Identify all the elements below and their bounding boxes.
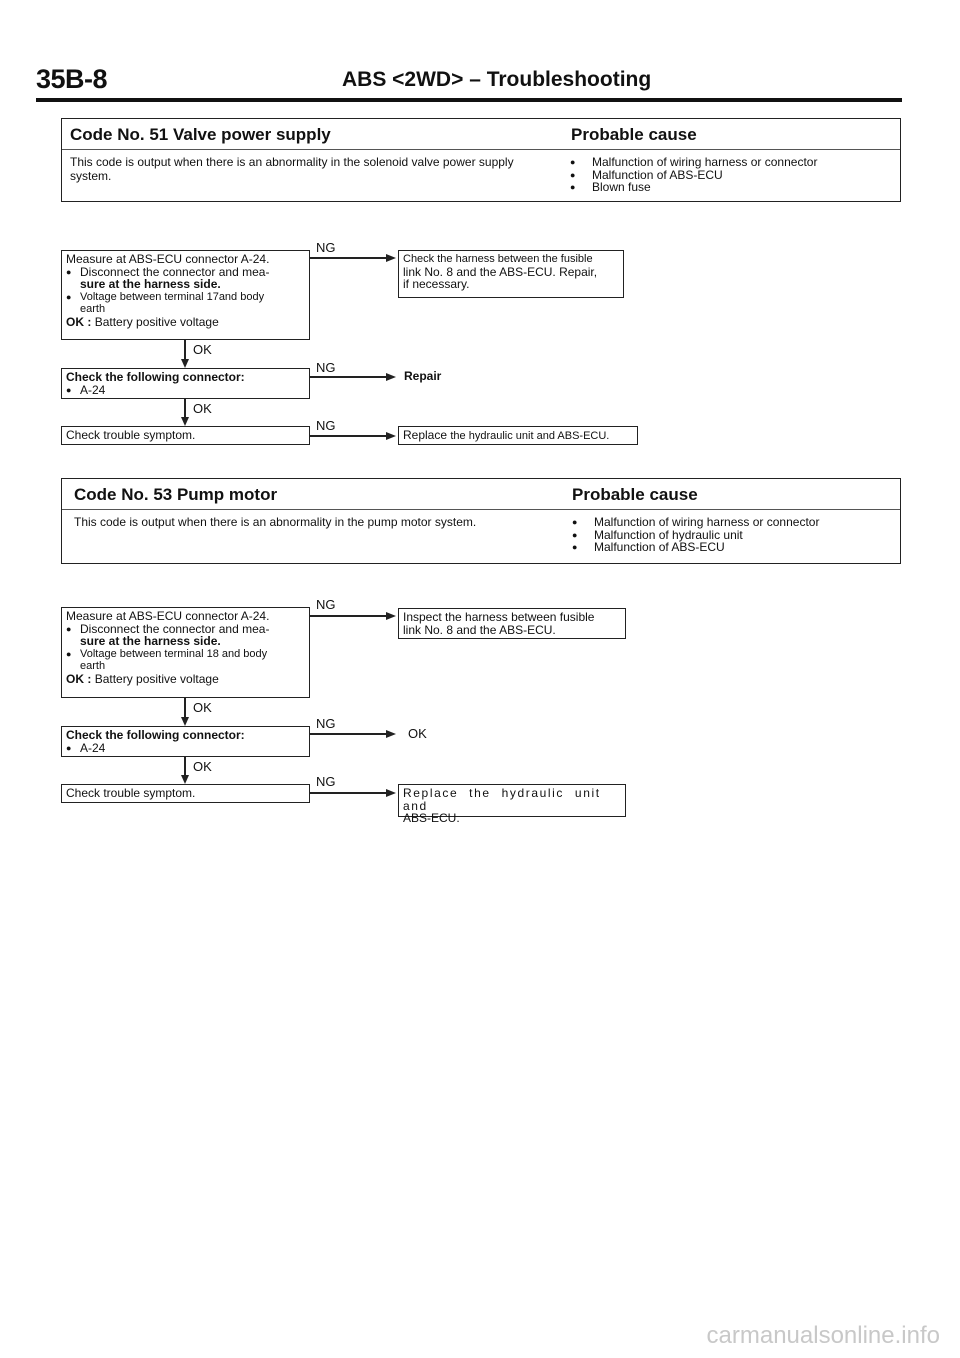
step3-title: Check trouble symptom. <box>66 786 196 800</box>
code53-step3-box <box>61 784 310 803</box>
bullet-icon: ● <box>66 291 72 302</box>
step1-bullet2: ● Voltage between terminal 18 and body <box>66 647 268 660</box>
code53-box <box>61 478 901 564</box>
ng-connector <box>310 257 388 259</box>
code53-ng3-result-box <box>398 784 626 825</box>
bullet-icon: ● <box>66 266 72 277</box>
ng-label: NG <box>316 240 336 255</box>
code51-step3-box <box>61 426 310 445</box>
bullet-icon: ● <box>66 384 72 395</box>
code51-ng1-result-box <box>398 250 624 298</box>
ng3-result: Replace the hydraulic unit and ABS-ECU. <box>403 428 610 442</box>
ok-connector <box>184 399 186 418</box>
code53-description: This code is output when there is an abnormality in the pump motor system. <box>74 515 477 529</box>
arrow-down-icon <box>181 775 189 784</box>
step1-bullet2-cont: earth <box>80 303 106 315</box>
step2-title: Check the following connector: <box>66 728 245 742</box>
list-item: ● Malfunction of wiring harness or connector <box>572 516 819 529</box>
arrow-right-icon <box>386 432 396 440</box>
ok-label: OK <box>193 342 212 357</box>
ng1-result-line2: link No. 8 and the ABS-ECU. Repair, <box>403 264 598 279</box>
ng-label: NG <box>316 774 336 789</box>
section-number: 35B-8 <box>36 64 108 94</box>
code51-desc-line2: system. <box>70 169 112 183</box>
step2-title: Check the following connector: <box>66 370 245 384</box>
code51-step2-box <box>61 368 310 399</box>
ng-label: NG <box>316 360 336 375</box>
list-item: ● Malfunction of ABS-ECU <box>572 541 819 554</box>
code51-desc-line1: This code is output when there is an abnormality in the solenoid valve power supply <box>70 155 514 169</box>
ok-connector <box>184 340 186 360</box>
arrow-down-icon <box>181 717 189 726</box>
code51-cause-list <box>570 156 817 194</box>
code53-divider <box>62 509 900 510</box>
bullet-icon: ● <box>66 742 72 753</box>
arrow-right-icon <box>386 612 396 620</box>
ng-connector <box>310 733 388 735</box>
ok-label: OK <box>193 401 212 416</box>
list-item: ● Malfunction of hydraulic unit <box>572 529 819 542</box>
arrow-down-icon <box>181 417 189 426</box>
step2-item: ● A-24 <box>66 382 106 397</box>
ng3-result-line1: Replace the hydraulic unit and <box>403 786 601 813</box>
step1-bullet1: ● Disconnect the connector and mea- <box>66 621 270 636</box>
code51-title: Code No. 51 Valve power supply <box>70 125 331 144</box>
arrow-down-icon <box>181 359 189 368</box>
step2-item: ● A-24 <box>66 740 106 755</box>
list-item: ● Malfunction of wiring harness or connector <box>570 156 817 169</box>
ng-label: NG <box>316 716 336 731</box>
step1-ok-criterion: OK : Battery positive voltage <box>66 671 219 686</box>
code51-step1-box <box>61 250 310 340</box>
step1-bullet1-cont: sure at the harness side. <box>80 634 221 648</box>
arrow-right-icon <box>386 789 396 797</box>
step1-bullet2-cont: earth <box>80 660 106 672</box>
ng-connector <box>310 792 388 794</box>
ng1-result-line2: link No. 8 and the ABS-ECU. <box>403 622 556 637</box>
bullet-icon: ● <box>66 623 72 634</box>
ng-connector <box>310 435 388 437</box>
arrow-right-icon <box>386 254 396 262</box>
arrow-right-icon <box>386 373 396 381</box>
list-item: ● Blown fuse <box>570 181 817 194</box>
bullet-icon: ● <box>66 648 72 659</box>
code51-divider <box>62 149 900 150</box>
code53-cause-list <box>572 516 819 554</box>
step1-title: Measure at ABS-ECU connector A-24. <box>66 252 270 266</box>
ng1-result-line1: Inspect the harness between fusible <box>403 610 595 624</box>
code51-description <box>70 155 560 183</box>
watermark: carmanualsonline.info <box>706 1322 940 1349</box>
ng3-result-line2: ABS-ECU. <box>403 811 460 825</box>
step1-title: Measure at ABS-ECU connector A-24. <box>66 609 270 623</box>
ng1-result-line1: Check the harness between the fusible <box>403 253 593 265</box>
code53-step1-box <box>61 607 310 698</box>
ok-connector <box>184 698 186 718</box>
step1-bullet1: ● Disconnect the connector and mea- <box>66 264 270 279</box>
page-title: ABS <2WD> – Troubleshooting <box>342 68 652 91</box>
ok-connector <box>184 757 186 776</box>
code53-probable-heading: Probable cause <box>572 485 698 504</box>
ng-connector <box>310 376 388 378</box>
ng-label: NG <box>316 418 336 433</box>
code53-title: Code No. 53 Pump motor <box>74 485 278 504</box>
ng2-result: Repair <box>404 369 442 383</box>
ok-label: OK <box>193 759 212 774</box>
code53-step2-box <box>61 726 310 757</box>
ng-connector <box>310 615 388 617</box>
code51-probable-heading: Probable cause <box>571 125 697 144</box>
code53-ng1-result-box <box>398 608 626 639</box>
arrow-right-icon <box>386 730 396 738</box>
code51-ng3-result-box <box>398 426 638 445</box>
ng-label: NG <box>316 597 336 612</box>
step1-bullet2: ● Voltage between terminal 17and body <box>66 290 265 303</box>
ok-label: OK <box>193 700 212 715</box>
header-rule <box>36 98 902 102</box>
ng1-result-line3: if necessary. <box>403 277 470 291</box>
step1-ok-criterion: OK : Battery positive voltage <box>66 314 219 329</box>
code51-box <box>61 118 901 202</box>
ng2-result: OK <box>408 726 427 741</box>
step3-title: Check trouble symptom. <box>66 428 196 442</box>
step1-bullet1-cont: sure at the harness side. <box>80 277 221 291</box>
list-item: ● Malfunction of ABS-ECU <box>570 169 817 182</box>
